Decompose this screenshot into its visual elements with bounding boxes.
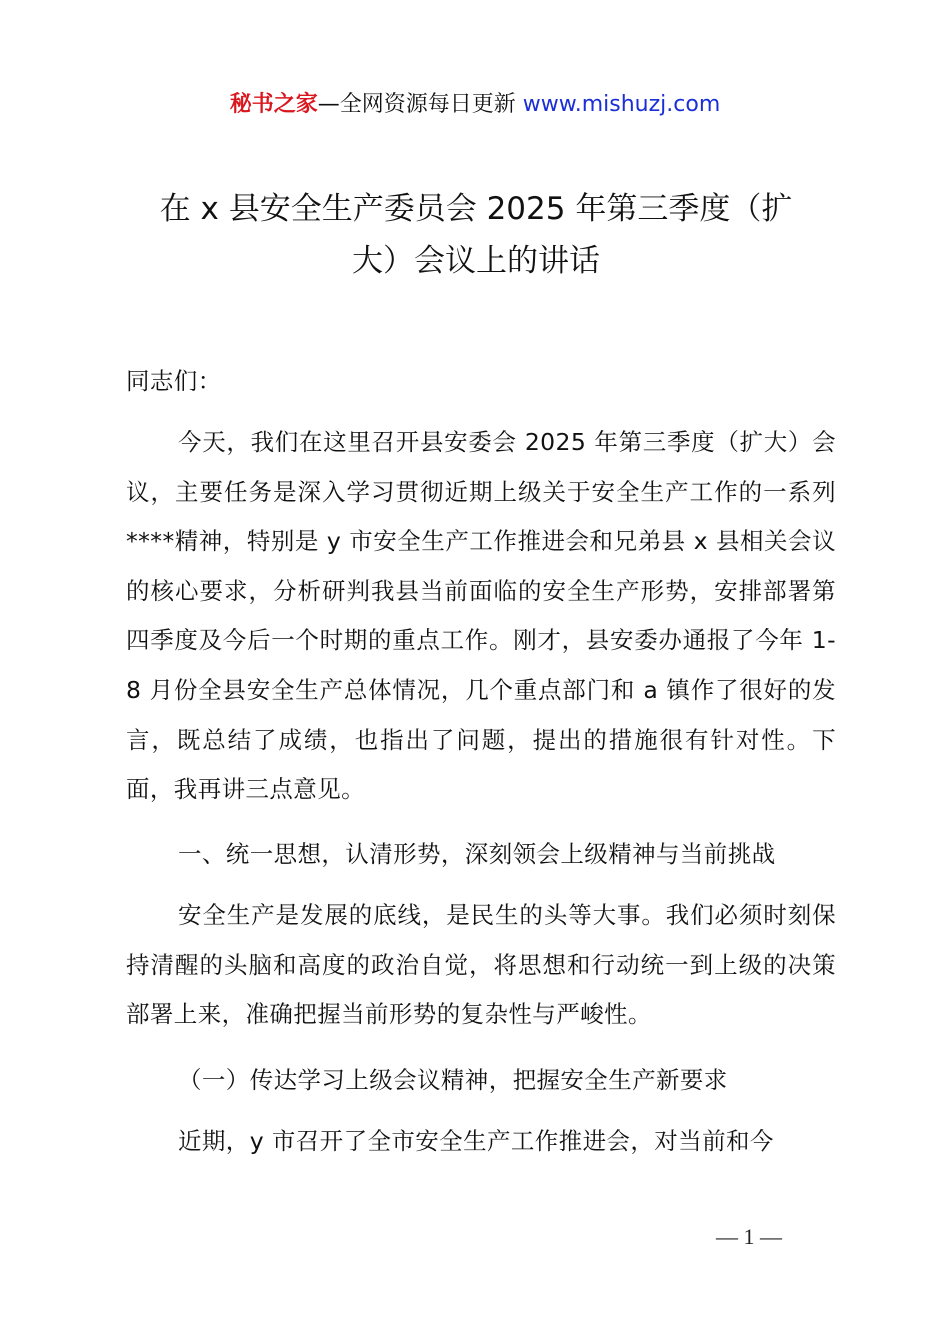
paragraph-intro: 今天，我们在这里召开县安委会 2025 年第三季度（扩大）会议，主要任务是深入学习贯彻近期上级关于安全生产工作的一系列****精神，特别是 y 市安全生产工作推进会和兄弟县 x 县相关会议的核心要求，分析研判我县当前面临的安全生产形势，安排部署第四季度及今后一个时期的重点工作。刚才，县安委办通报了今年 1-8 月份全县安全生产总体情况，几个重点部门和 a 镇作了很好的发言，既总结了成绩，也指出了问题，提出的措施很有针对性。下面，我再讲三点意见。 [126,428,836,804]
paragraph-subsection-1: 近期，y 市召开了全市安全生产工作推进会，对当前和今 [178,1127,774,1155]
greeting: 同志们： [126,367,222,395]
brand-name: 秘书之家 [229,92,318,117]
page-number: — 1 — [716,1224,782,1249]
title-line-1: 在 x 县安全生产委员会 2025 年第三季度（扩 [159,191,793,227]
section-heading-1: 一、统一思想，认清形势，深刻领会上级精神与当前挑战 [178,840,776,868]
document-title [120,183,832,287]
paragraph-section-1: 安全生产是发展的底线，是民生的头等大事。我们必须时刻保持清醒的头脑和高度的政治自觉，将思想和行动统一到上级的决策部署上来，准确把握当前形势的复杂性与严峻性。 [126,901,836,1029]
site-header [0,90,950,120]
header-tagline: —全网资源每日更新 [317,92,523,117]
subsection-heading-1: （一）传达学习上级会议精神，把握安全生产新要求 [178,1066,728,1094]
title-line-2: 大）会议上的讲话 [352,243,600,279]
header-url-link[interactable]: www.mishuzj.com [522,92,721,117]
